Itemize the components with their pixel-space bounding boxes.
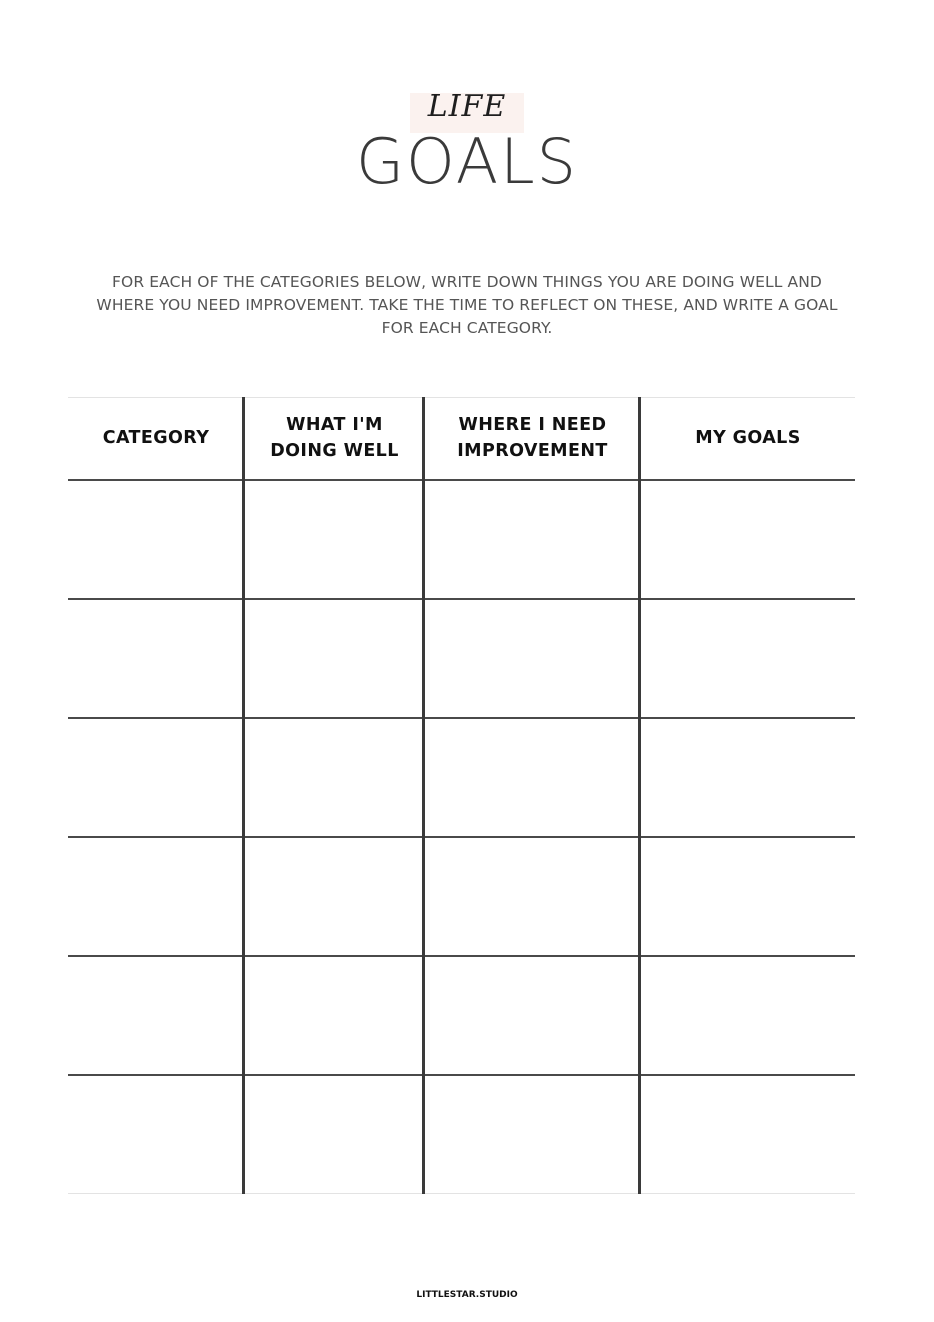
table-cell-goals[interactable] [641, 600, 855, 717]
table-bottom-border [68, 1193, 855, 1194]
table-cell-goals[interactable] [641, 957, 855, 1074]
column-header-improvement: WHERE I NEED IMPROVEMENT [457, 415, 608, 461]
column-header-goals: MY GOALS [695, 428, 801, 448]
table-cell-improvement[interactable] [425, 481, 638, 598]
table-cell-category[interactable] [68, 1076, 242, 1193]
table-cell-improvement[interactable] [425, 600, 638, 717]
table-cell-doing-well[interactable] [245, 481, 422, 598]
table-cell-category[interactable] [68, 838, 242, 955]
table-cell-improvement[interactable] [425, 957, 638, 1074]
table-cell-doing-well[interactable] [245, 957, 422, 1074]
table-cell-category[interactable] [68, 957, 242, 1074]
table-cell-goals[interactable] [641, 1076, 855, 1193]
footer-brand: LITTLESTAR.STUDIO [416, 1290, 518, 1300]
table-cell-category[interactable] [68, 600, 242, 717]
column-header-category: CATEGORY [102, 428, 210, 448]
title-life: LIFE [427, 89, 507, 124]
table-cell-improvement[interactable] [425, 838, 638, 955]
table-cell-doing-well[interactable] [245, 719, 422, 836]
table-cell-improvement[interactable] [425, 719, 638, 836]
table-cell-goals[interactable] [641, 838, 855, 955]
table-cell-doing-well[interactable] [245, 1076, 422, 1193]
table-cell-goals[interactable] [641, 481, 855, 598]
table-cell-category[interactable] [68, 719, 242, 836]
goals-table [68, 397, 855, 1194]
table-cell-category[interactable] [68, 481, 242, 598]
table-cell-doing-well[interactable] [245, 600, 422, 717]
table-cell-doing-well[interactable] [245, 838, 422, 955]
table-cell-improvement[interactable] [425, 1076, 638, 1193]
column-header-doing-well: WHAT I'M DOING WELL [270, 415, 399, 461]
table-cell-goals[interactable] [641, 719, 855, 836]
instructions-text: FOR EACH OF THE CATEGORIES BELOW, WRITE DOWN THINGS YOU ARE DOING WELL AND WHERE YOU NEED IMPROVEMENT. TAKE THE TIME TO REFLECT ON THESE, AND WRITE A GOAL FOR EACH CATEGORY. [96, 273, 838, 337]
page-title: GOALS [355, 125, 579, 198]
